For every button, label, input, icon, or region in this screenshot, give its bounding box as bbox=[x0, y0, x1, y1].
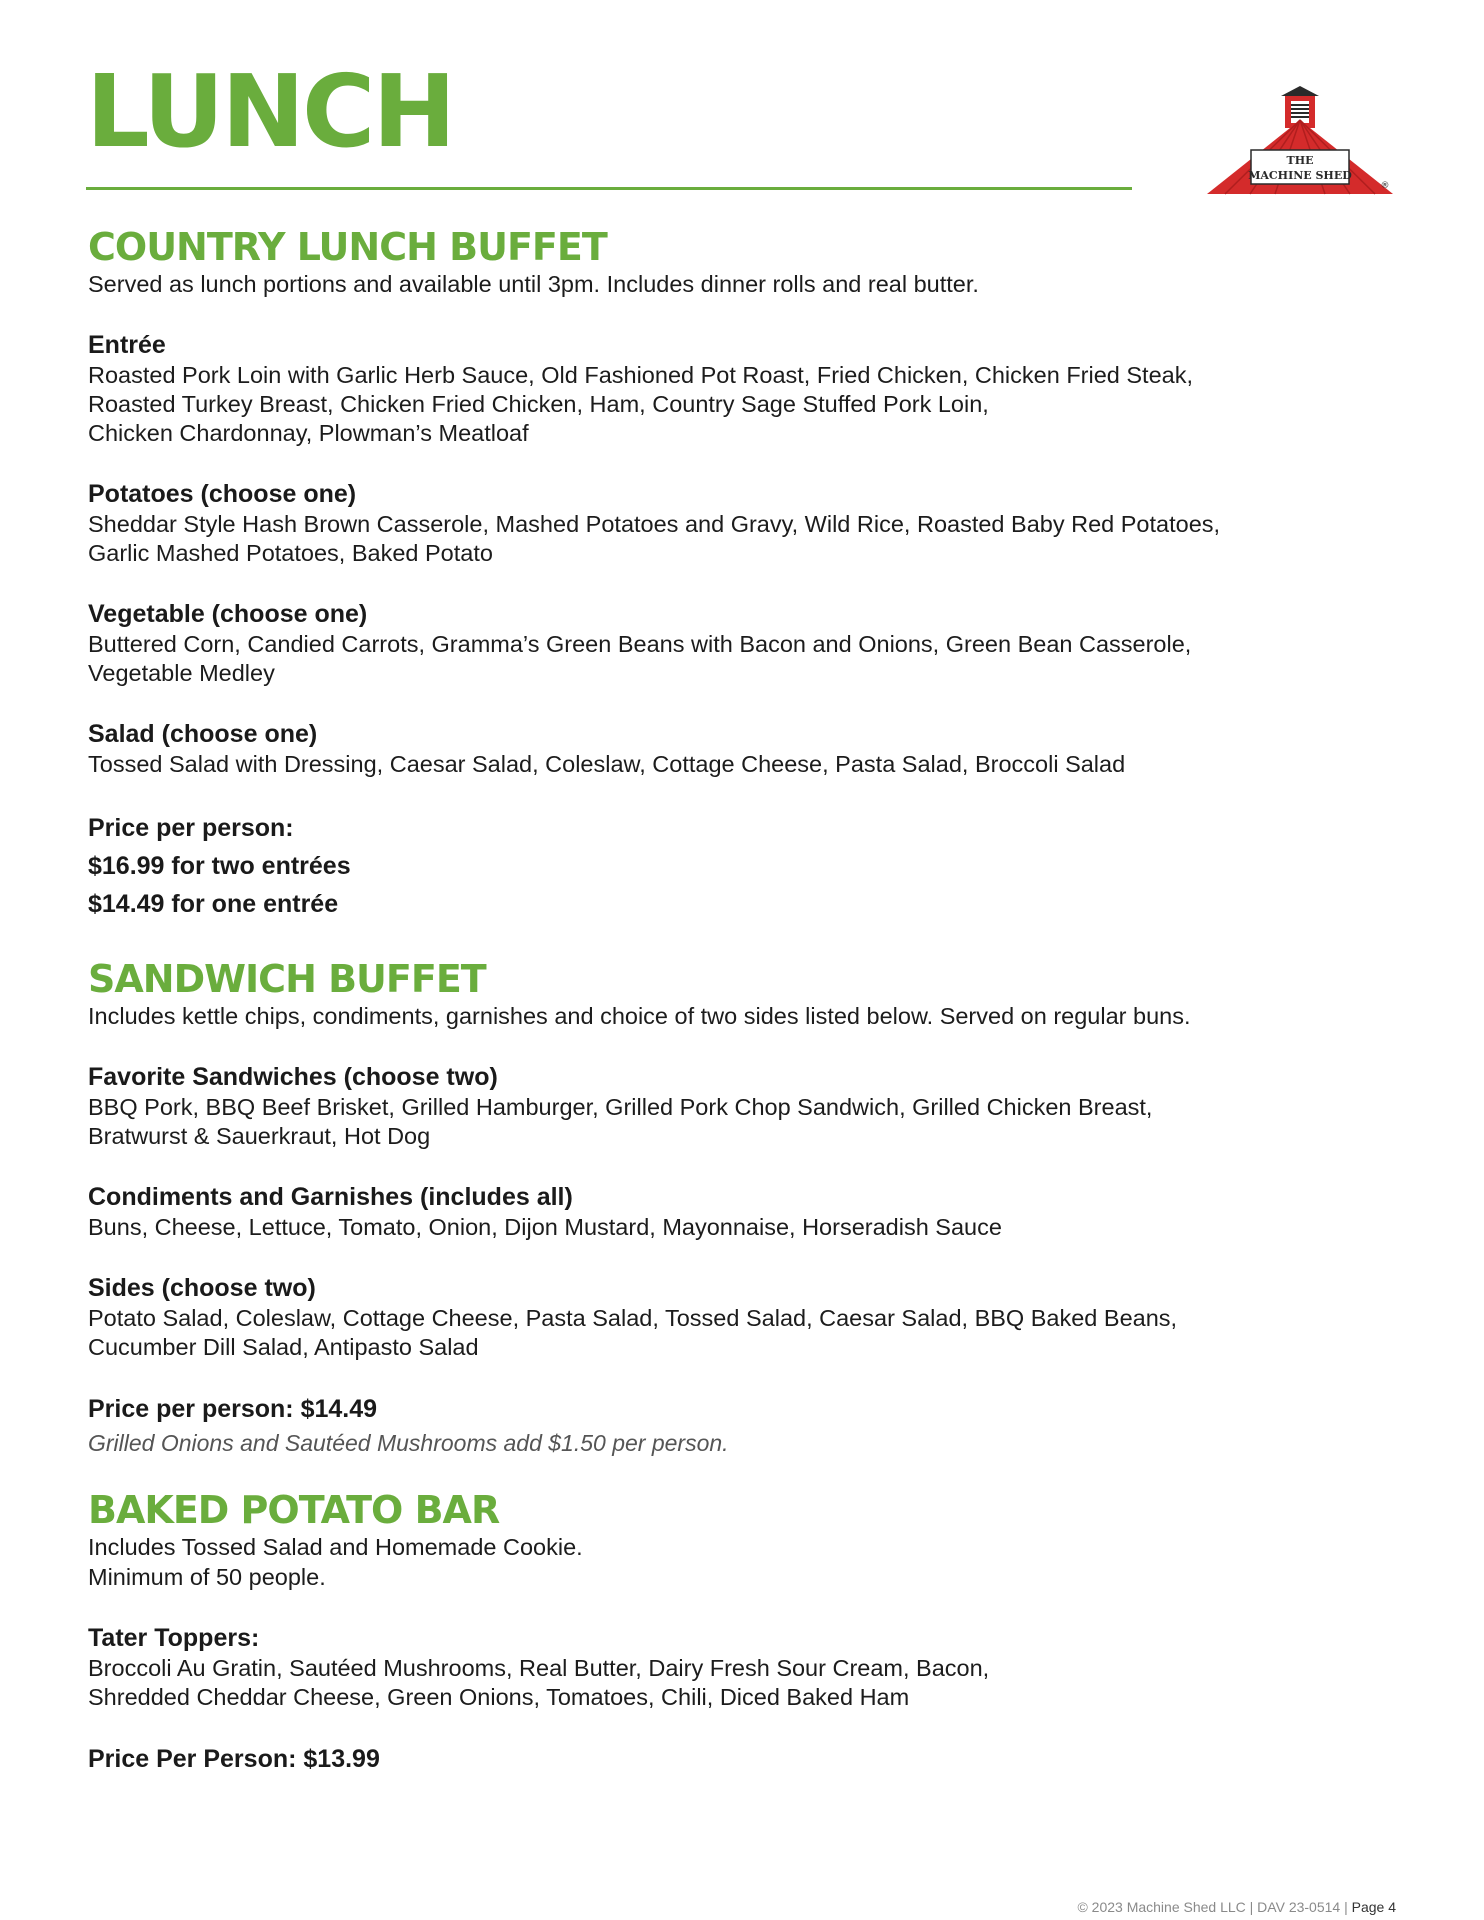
salad-heading: Salad (choose one) bbox=[88, 720, 318, 748]
menu-content bbox=[88, 225, 1408, 1778]
sandwich-note: Grilled Onions and Sautéed Mushrooms add $1.50 per person. bbox=[88, 1430, 729, 1456]
vegetable-heading: Vegetable (choose one) bbox=[88, 600, 368, 628]
section-title: COUNTRY LUNCH BUFFET bbox=[88, 225, 607, 269]
logo-text-the: THE bbox=[1286, 154, 1314, 167]
sides-heading: Sides (choose two) bbox=[88, 1274, 316, 1302]
price-two-entrees: $16.99 for two entrées bbox=[88, 852, 351, 880]
country-lunch-buffet-section bbox=[88, 225, 1408, 923]
sandwiches-heading: Favorite Sandwiches (choose two) bbox=[88, 1063, 498, 1091]
potatoes-line: Sheddar Style Hash Brown Casserole, Mashed Potatoes and Gravy, Wild Rice, Roasted Baby Red Potatoes, bbox=[88, 511, 1221, 537]
sides-line: Potato Salad, Coleslaw, Cottage Cheese, Pasta Salad, Tossed Salad, Caesar Salad, BBQ Baked Beans, bbox=[88, 1305, 1178, 1331]
sides-line: Cucumber Dill Salad, Antipasto Salad bbox=[88, 1334, 479, 1360]
entree-line: Chicken Chardonnay, Plowman’s Meatloaf bbox=[88, 420, 529, 446]
price-heading: Price per person: bbox=[88, 814, 294, 842]
condiments-line: Buns, Cheese, Lettuce, Tomato, Onion, Dijon Mustard, Mayonnaise, Horseradish Sauce bbox=[88, 1214, 1002, 1240]
entree-line: Roasted Turkey Breast, Chicken Fried Chicken, Ham, Country Sage Stuffed Pork Loin, bbox=[88, 391, 989, 417]
condiments-heading: Condiments and Garnishes (includes all) bbox=[88, 1183, 573, 1211]
section-intro: Includes Tossed Salad and Homemade Cookie. bbox=[88, 1534, 583, 1560]
section-title: SANDWICH BUFFET bbox=[88, 957, 486, 1001]
entree-heading: Entrée bbox=[88, 331, 166, 359]
baked-potato-bar-section bbox=[88, 1488, 1408, 1778]
title-divider bbox=[86, 187, 1132, 190]
page-title: LUNCH bbox=[86, 53, 454, 170]
salad-line: Tossed Salad with Dressing, Caesar Salad, Coleslaw, Cottage Cheese, Pasta Salad, Broccoli Salad bbox=[88, 751, 1126, 777]
potato-bar-price: Price Per Person: $13.99 bbox=[88, 1745, 380, 1773]
vegetable-line: Vegetable Medley bbox=[88, 660, 275, 686]
section-title: BAKED POTATO BAR bbox=[88, 1488, 500, 1532]
toppers-line: Broccoli Au Gratin, Sautéed Mushrooms, Real Butter, Dairy Fresh Sour Cream, Bacon, bbox=[88, 1655, 990, 1681]
section-intro: Served as lunch portions and available until 3pm. Includes dinner rolls and real butter. bbox=[88, 271, 979, 297]
toppers-heading: Tater Toppers: bbox=[88, 1624, 260, 1652]
footer-copyright: © 2023 Machine Shed LLC | DAV 23-0514 | bbox=[1077, 1899, 1352, 1915]
sandwich-buffet-section bbox=[88, 957, 1408, 1458]
section-intro: Includes kettle chips, condiments, garnishes and choice of two sides listed below. Served on regular buns. bbox=[88, 1003, 1191, 1029]
sandwiches-line: BBQ Pork, BBQ Beef Brisket, Grilled Hamburger, Grilled Pork Chop Sandwich, Grilled Chicken Breast, bbox=[88, 1094, 1153, 1120]
sandwiches-line: Bratwurst & Sauerkraut, Hot Dog bbox=[88, 1123, 431, 1149]
sandwich-price: Price per person: $14.49 bbox=[88, 1395, 378, 1423]
cupola-roof bbox=[1281, 86, 1319, 96]
entree-line: Roasted Pork Loin with Garlic Herb Sauce, Old Fashioned Pot Roast, Fried Chicken, Chicken Fried Steak, bbox=[88, 362, 1194, 388]
vegetable-line: Buttered Corn, Candied Carrots, Gramma’s Green Beans with Bacon and Onions, Green Bean Casserole, bbox=[88, 631, 1192, 657]
toppers-line: Shredded Cheddar Cheese, Green Onions, Tomatoes, Chili, Diced Baked Ham bbox=[88, 1684, 910, 1710]
machine-shed-logo bbox=[1205, 86, 1395, 196]
logo-text-name: MACHINE SHED bbox=[1248, 169, 1352, 182]
price-one-entree: $14.49 for one entrée bbox=[88, 890, 339, 918]
page-number: Page 4 bbox=[1351, 1899, 1396, 1915]
section-intro: Minimum of 50 people. bbox=[88, 1564, 326, 1590]
potatoes-line: Garlic Mashed Potatoes, Baked Potato bbox=[88, 540, 493, 566]
page-footer bbox=[1077, 1898, 1396, 1916]
registered-mark: ® bbox=[1380, 181, 1390, 191]
potatoes-heading: Potatoes (choose one) bbox=[88, 480, 357, 508]
